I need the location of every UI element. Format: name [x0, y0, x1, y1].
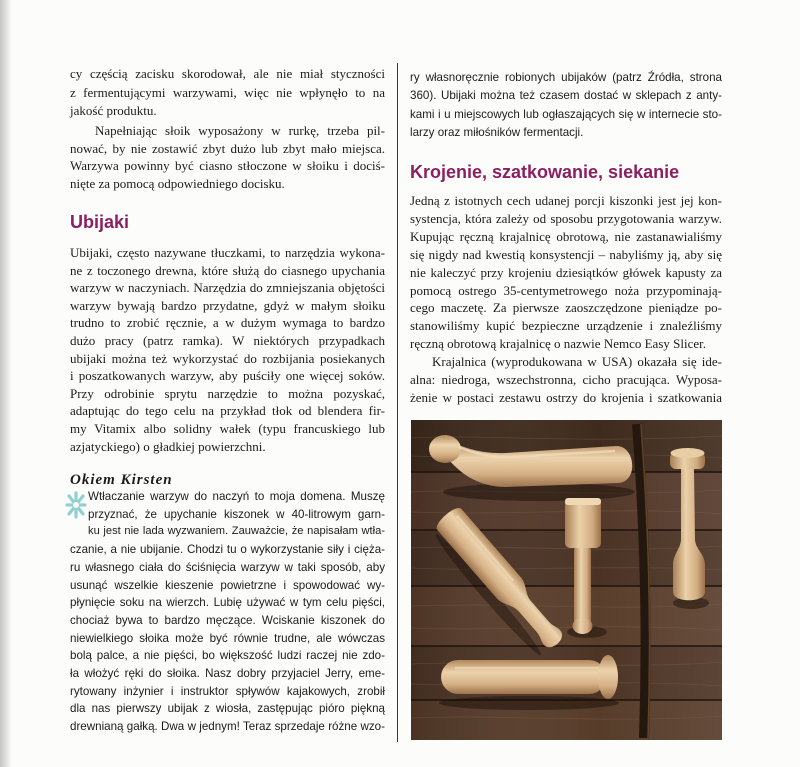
text-line: stanowiliśmy kupić bezpieczne urządzenie i znaleźliśmy [410, 318, 722, 334]
text-line: ry własnoręcznie robionych ubijaków (patrz Źródła, strona [410, 71, 722, 84]
section-heading-ubijaki: Ubijaki [70, 212, 130, 232]
text-line: Ubijaki, często nazywane tłuczkami, to narzędzia wykona- [70, 245, 385, 260]
text-line: alna: niedroga, wszechstronna, cicho pracująca. Wyposa- [410, 371, 722, 387]
sidebar-text-continuation [410, 69, 722, 142]
text-line: adaptując do tego celu na przykład tłok od blendera fir- [70, 403, 385, 419]
text-line: dużo pracy (patrz ramka). W niektórych przypadkach [70, 332, 385, 348]
sidebar-text [70, 488, 385, 736]
text-line: niewielkiego słoika może być równie trudne, ale wówczas [70, 631, 385, 645]
text-line: się nigdy nad kwestią konsystencji – nabyliśmy ją, aby się [410, 246, 722, 262]
scan-edge-shadow [0, 0, 12, 767]
text-line: z fermentującymi warzywami, więc nie wpłynęło to na [70, 84, 385, 100]
text-line: nięte za pomocą odpowiedniego docisku. [70, 176, 285, 192]
text-line: usunąć wszelkie kieszenie powietrzne i spowodować wy- [70, 578, 385, 592]
text-line: dla nas pierwszy ubijak z wiosła, zastępując pióro piękną [70, 702, 385, 716]
column-divider [397, 63, 398, 742]
text-line: trudno to zrobić ręcznie, a w dużym wymaga to bardzo [70, 315, 385, 331]
text-line: czanie, a nie ubijanie. Chodzi tu o wykorzystanie siły i cięża- [70, 543, 385, 557]
text-line: i poszatkowanych warzyw, aby puściły one więcej soków. [70, 368, 385, 384]
text-line: Wtłaczanie warzyw do naczyń to moja domena. Muszę [88, 490, 385, 503]
text-line: Przy odrobinie sprytu narzędzie to można pozyskać, [70, 385, 385, 401]
text-line: kami i u miejscowych lub ogłaszających się w internecie sto- [410, 107, 722, 121]
horizontal-wooden-pestle [439, 655, 619, 710]
text-line: ne z toczonego drewna, które służą do ciasnego upychania [70, 262, 385, 278]
text-line: ręczną obrotową krajalnicę o nazwie Nemco Easy Slicer. [410, 336, 706, 352]
text-line: płynięcie soku na wierzch. Lubię używać w tym celu pięści, [70, 596, 385, 610]
text-line: ku jest nie lada wyzwaniem. Zauważcie, że napisałam wtła- [88, 525, 385, 538]
text-line: warzyw w naczyniach. Narzędzia do zmniejszania objętości [70, 280, 385, 296]
text-line: Warzywa powinny być ciasno stłoczone w słoiku i dociś- [70, 158, 385, 174]
section-heading-krojenie: Krojenie, szatkowanie, siekanie [410, 162, 680, 182]
text-line: Krajalnica (wyprodukowana w USA) okazała się ide- [432, 354, 722, 369]
text-line: systencja, która zależy od sposobu przygotowania warzyw. [410, 210, 722, 226]
text-line: przyznać, że upychanie kiszonek w 40-litrowym garn- [88, 507, 385, 521]
text-line: nować, by nie zostawić zbyt dużo lub zbyt mało miejsca. [70, 140, 385, 156]
text-line: my Vitamix albo solidny wałek (typu francuskiego lub [70, 420, 385, 436]
text-line: cy częścią zacisku skorodował, ale nie miał styczności [70, 66, 385, 81]
text-line: Kupując ręczną krajalnicę obrotową, nie zastanawialiśmy [410, 228, 722, 244]
text-line: drewnianą gałką. Dwa w jednym! Teraz sprzedaje różne wzo- [70, 720, 385, 734]
paragraph-pestles [70, 244, 385, 455]
text-line: ubijaki można też wykorzystać do rozbijania posiekanych [70, 350, 385, 366]
paragraph-slicer-2 [410, 353, 722, 407]
text-line: chociaż bywa to bardzo męczące. Wciskanie kiszonek do [70, 613, 385, 627]
text-line: larzy oraz miłośników fermentacji. [410, 125, 584, 139]
paragraph-continuation [70, 65, 385, 121]
text-line: jakość produktu. [70, 103, 157, 118]
text-line: pomocą ostrego 35-centymetrowego noża przypominają- [410, 282, 722, 298]
text-line: Napełniając słoik wyposażony w rurkę, trzeba pil- [95, 123, 385, 138]
text-line: warzyw bywają bardzo przydatne, gdyż w małym słoiku [70, 297, 385, 313]
text-line: 360). Ubijaki można też czasem dostać w sklepach z anty- [410, 89, 722, 103]
sidebar-title: Okiem Kirsten [70, 472, 173, 488]
text-line: azjatyckiego) o gładkiej powierzchni. [70, 438, 266, 454]
text-line: nie kaleczyć przy krojeniu dziesiątków główek kapusty za [410, 264, 722, 280]
paragraph-jar [70, 122, 385, 193]
text-line: cego maczetę. Za pierwsze zaoszczędzone pieniądze po- [410, 300, 722, 316]
text-line: ła włożyć ręki do słoika. Nasz dobry przyjaciel Jerry, eme- [70, 667, 385, 681]
text-line: bolą palce, a nie pięści, bo większość ludzi raczej nie zdo- [70, 649, 385, 663]
text-line: Jedną z istotnych cech udanej porcji kiszonki jest jej kon- [410, 193, 722, 208]
text-line: rytowany inżynier i instruktor spływów kajakowych, zrobił [70, 684, 385, 698]
text-line: żenie w postaci zestawu ostrzy do krojenia i szatkowania [410, 389, 722, 405]
photo-wooden-pestles [411, 420, 722, 740]
text-line: ru własnego ciała do ściśnięcia warzyw w taki sposób, aby [70, 560, 385, 574]
paragraph-slicer [410, 192, 722, 353]
